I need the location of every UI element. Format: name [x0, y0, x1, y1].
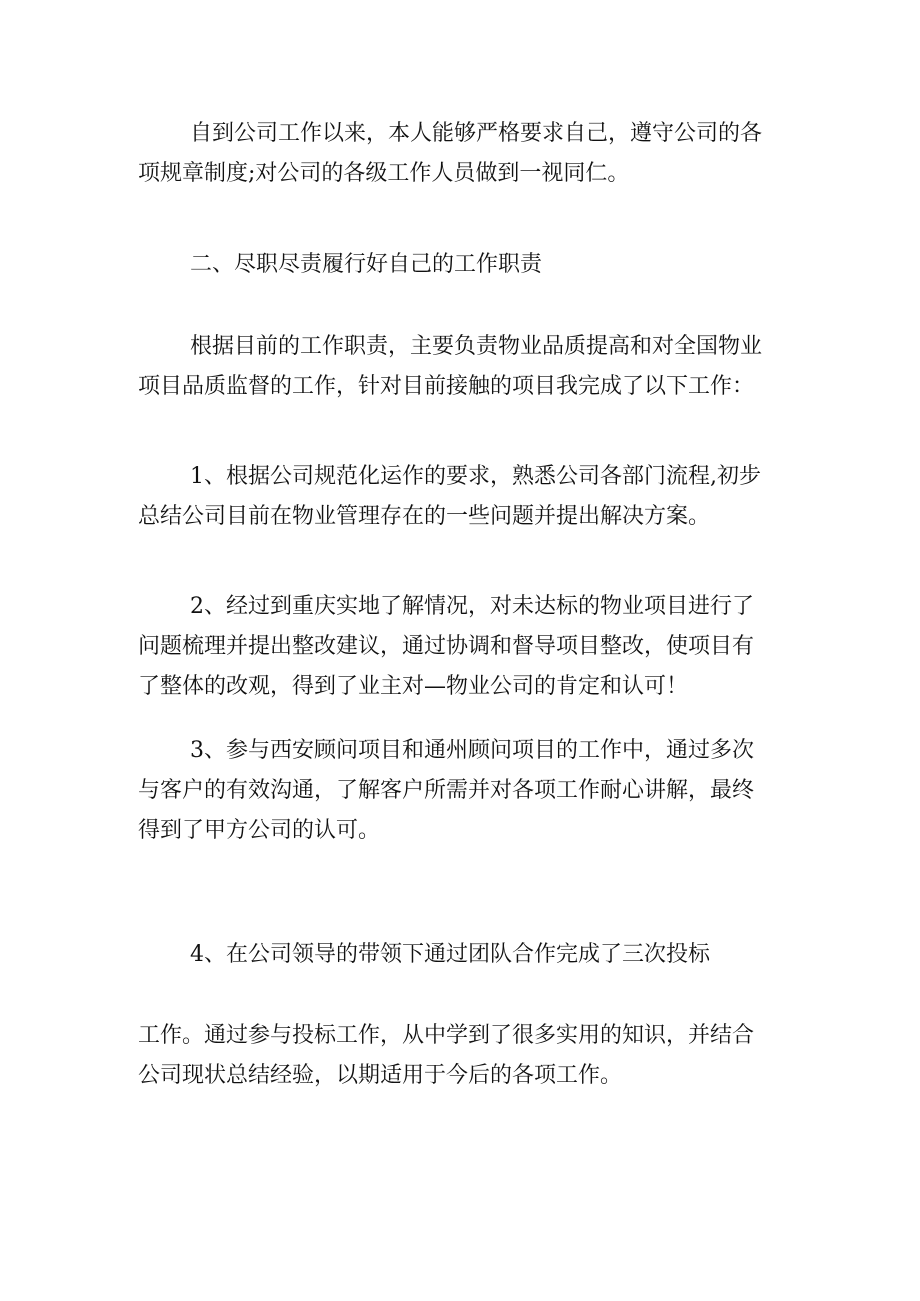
paragraph-intro — [138, 114, 798, 194]
text-line: 3、参与西安顾问项目和通州顾问项目的工作中，通过多次 — [190, 738, 754, 763]
paragraph-duties — [138, 327, 798, 407]
text-line: 了整体的改观，得到了业主对—物业公司的肯定和认可！ — [138, 674, 689, 699]
list-item-4-continued — [138, 1016, 798, 1096]
text-line: 根据目前的工作职责，主要负责物业品质提高和对全国物业 — [190, 334, 763, 359]
text-line: 得到了甲方公司的认可。 — [138, 818, 381, 843]
text-line: 项规章制度;对公司的各级工作人员做到一视同仁。 — [138, 161, 630, 186]
text-line: 自到公司工作以来，本人能够严格要求自己，遵守公司的各 — [190, 121, 763, 146]
list-item-1 — [138, 457, 798, 537]
list-item-3 — [138, 731, 798, 851]
list-item-4 — [138, 935, 798, 975]
text-line: 4、在公司领导的带领下通过团队合作完成了三次投标 — [190, 942, 710, 967]
text-line: 1、根据公司规范化运作的要求，熟悉公司各部门流程,初步 — [190, 464, 761, 489]
text-line: 总结公司目前在物业管理存在的一些问题并提出解决方案。 — [138, 504, 711, 529]
text-line: 2、经过到重庆实地了解情况，对未达标的物业项目进行了 — [190, 594, 754, 619]
text-line: 问题梳理并提出整改建议，通过协调和督导项目整改，使项目有 — [138, 634, 755, 659]
heading-text: 二、尽职尽责履行好自己的工作职责 — [190, 252, 543, 277]
text-line: 项目品质监督的工作，针对目前接触的项目我完成了以下工作： — [138, 374, 755, 399]
text-line: 公司现状总结经验，以期适用于今后的各项工作。 — [138, 1063, 623, 1088]
text-line: 工作。通过参与投标工作，从中学到了很多实用的知识，并结合 — [138, 1023, 755, 1048]
section-heading — [138, 245, 798, 285]
text-line: 与客户的有效沟通，了解客户所需并对各项工作耐心讲解，最终 — [138, 778, 755, 803]
list-item-2 — [138, 587, 798, 707]
